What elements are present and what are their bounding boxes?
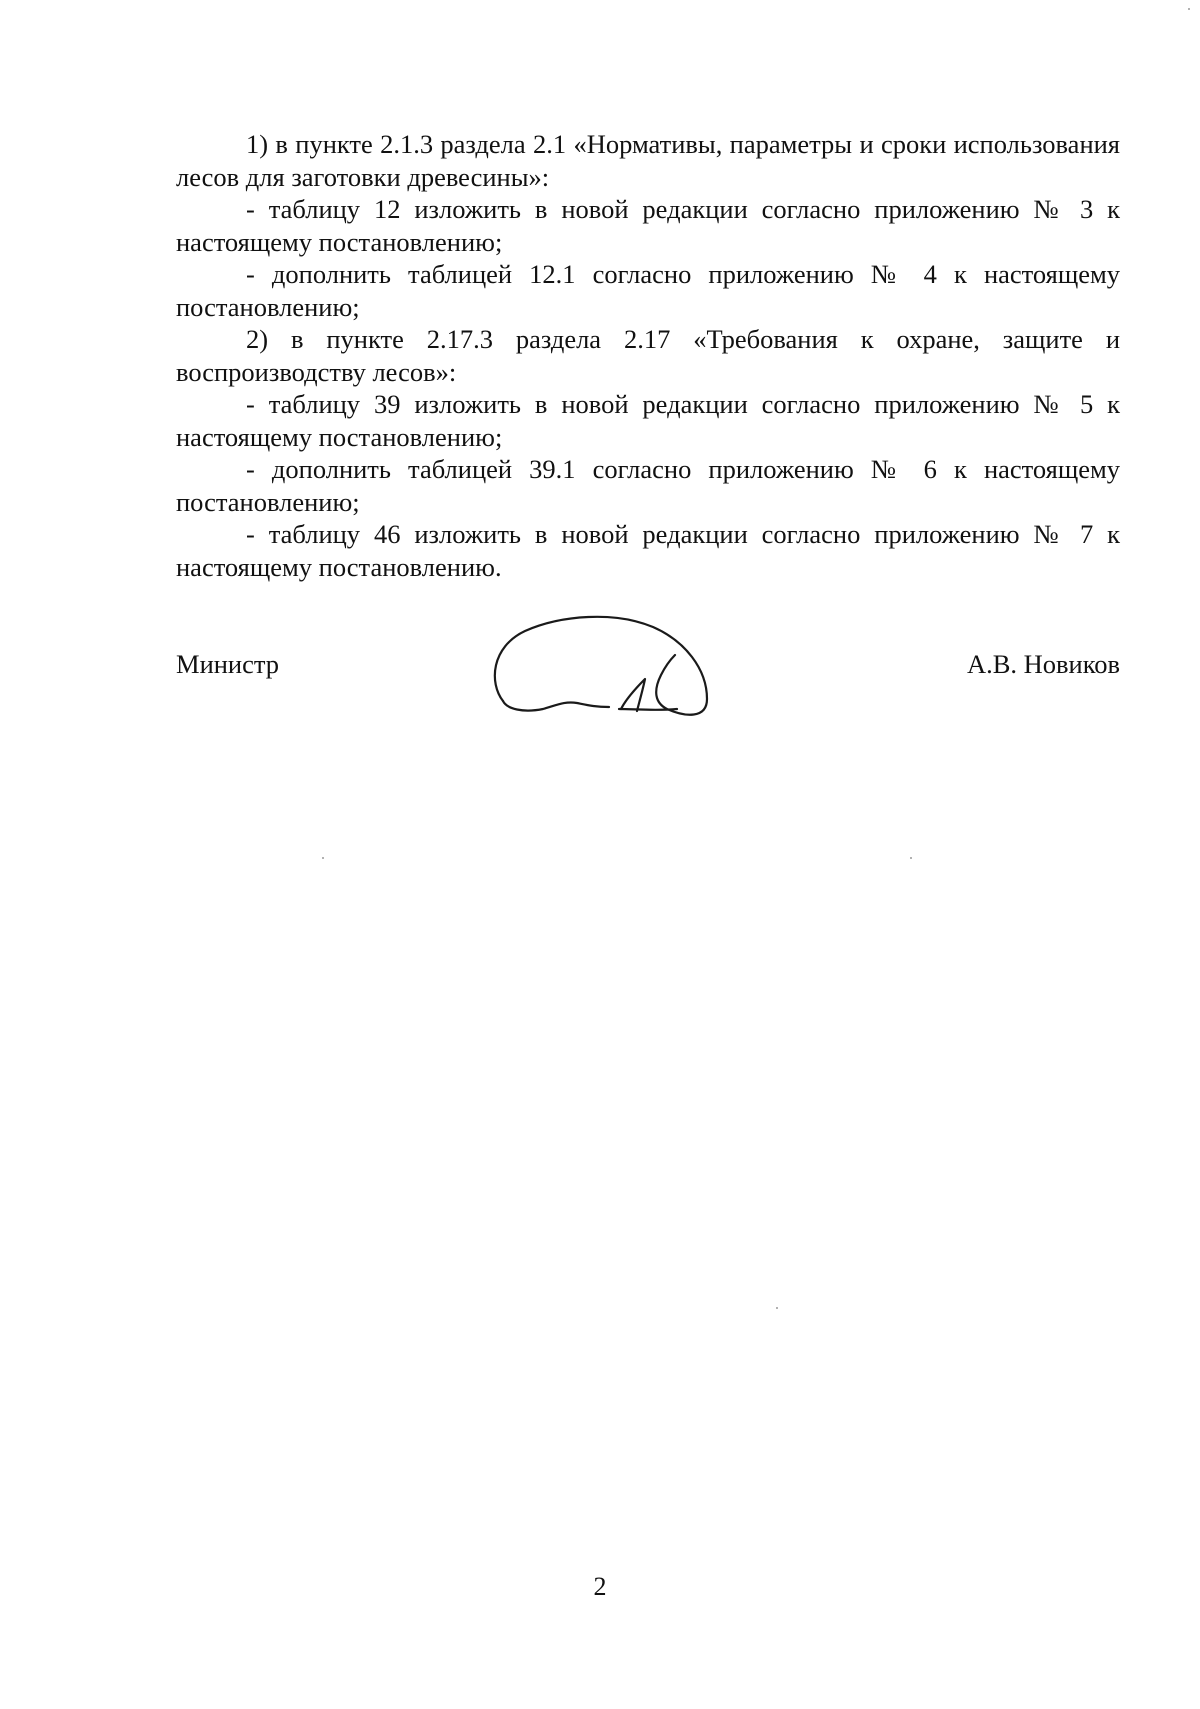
signatory-position: Министр xyxy=(176,649,280,679)
signatory-name: А.В. Новиков xyxy=(966,649,1120,679)
paragraph-item-1-table-12-1: - дополнить таблицей 12.1 согласно приложению № 4 к настоящему постановлению; xyxy=(176,259,1120,322)
document-body xyxy=(176,128,1120,583)
paragraph-item-2-table-46: - таблицу 46 изложить в новой редакции согласно приложению № 7 к настоящему постановлению. xyxy=(176,519,1120,582)
scan-speck xyxy=(776,1307,778,1309)
paragraph-item-2-table-39: - таблицу 39 изложить в новой редакции согласно приложению № 5 к настоящему постановлению; xyxy=(176,389,1120,452)
paragraph-item-1: 1) в пункте 2.1.3 раздела 2.1 «Нормативы, параметры и сроки использования лесов для заготовки древесины»: xyxy=(176,129,1120,192)
paragraph-item-2-table-39-1: - дополнить таблицей 39.1 согласно приложению № 6 к настоящему постановлению; xyxy=(176,454,1120,517)
scan-speck xyxy=(910,857,912,859)
paragraph-item-1-table-12: - таблицу 12 изложить в новой редакции согласно приложению № 3 к настоящему постановлению; xyxy=(176,194,1120,257)
page-number: 2 xyxy=(593,1572,607,1601)
handwritten-signature xyxy=(485,605,720,725)
paragraph-item-2: 2) в пункте 2.17.3 раздела 2.17 «Требования к охране, защите и воспроизводству лесов»: xyxy=(176,324,1120,387)
scan-speck xyxy=(322,857,324,859)
scan-speck xyxy=(1188,8,1190,10)
